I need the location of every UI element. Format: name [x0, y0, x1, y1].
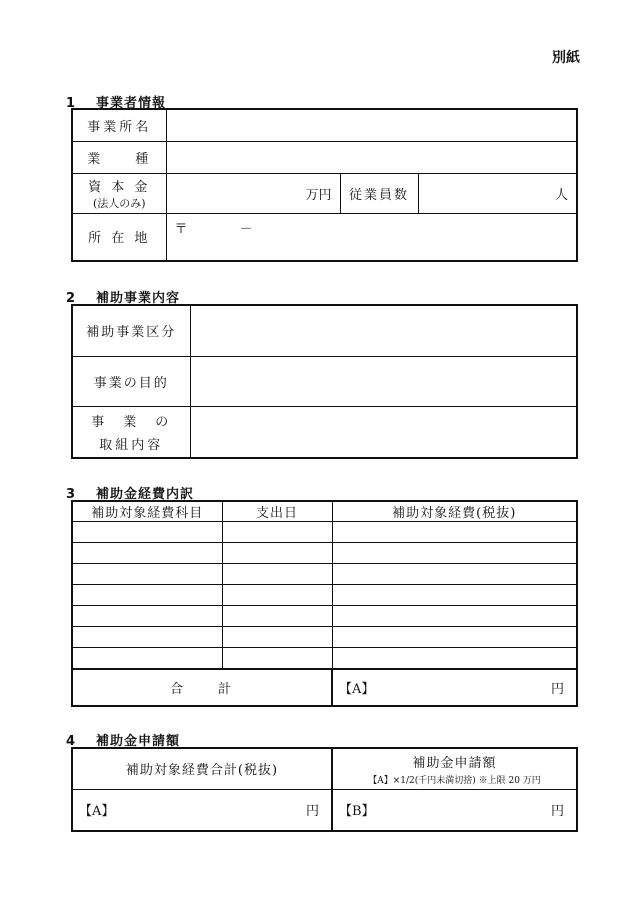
expense-item-cell[interactable] — [72, 585, 222, 606]
left-header: 補助対象経費合計(税抜) — [72, 748, 332, 789]
table-row — [72, 564, 577, 585]
total-amount-field[interactable] — [332, 669, 577, 706]
total-yen: 円 — [550, 681, 564, 697]
expense-date-cell[interactable] — [222, 606, 332, 627]
capital-unit: 万円 — [305, 187, 332, 203]
expense-item-cell[interactable] — [72, 564, 222, 585]
col-header-expense-amount: 補助対象経費(税抜) — [332, 501, 577, 522]
expense-amount-cell[interactable] — [332, 522, 577, 543]
industry-label: 業 種 — [72, 141, 166, 173]
expense-item-cell[interactable] — [72, 522, 222, 543]
section2-title: 補助事業内容 — [96, 291, 181, 306]
expense-amount-cell[interactable] — [332, 627, 577, 648]
right-marker-b: 【B】 — [339, 804, 375, 820]
right-yen: 円 — [550, 804, 564, 820]
section3-title: 補助金経費内訳 — [96, 487, 195, 502]
table-row — [72, 585, 577, 606]
subsidy-request-field[interactable] — [332, 789, 577, 831]
capital-label-cell — [72, 173, 166, 213]
expense-item-cell[interactable] — [72, 606, 222, 627]
employees-unit: 人 — [554, 187, 568, 203]
table-row — [72, 648, 577, 669]
total-marker-a: 【A】 — [339, 681, 375, 697]
col-header-expense-date: 支出日 — [222, 501, 332, 522]
section2-number: 2 — [66, 291, 77, 306]
content-label-line2: 取組内容 — [99, 437, 164, 453]
purpose-label: 事業の目的 — [72, 356, 190, 406]
col-header-expense-item: 補助対象経費科目 — [72, 501, 222, 522]
expense-breakdown-table — [71, 500, 578, 707]
section1-title: 事業者情報 — [96, 96, 167, 111]
attachment-label: 別紙 — [552, 50, 580, 66]
category-label: 補助事業区分 — [72, 305, 190, 356]
section4-title: 補助金申請額 — [96, 734, 181, 749]
right-header-cell — [332, 748, 577, 789]
application-amount-table — [71, 747, 578, 832]
expense-item-cell[interactable] — [72, 543, 222, 564]
expense-item-cell[interactable] — [72, 648, 222, 669]
expense-amount-cell[interactable] — [332, 564, 577, 585]
expense-amount-cell[interactable] — [332, 648, 577, 669]
table-row — [72, 522, 577, 543]
expense-date-cell[interactable] — [222, 543, 332, 564]
capital-sublabel: (法人のみ) — [92, 196, 146, 210]
section3-number: 3 — [66, 487, 77, 502]
category-field[interactable] — [190, 305, 577, 356]
employees-field[interactable] — [418, 173, 577, 213]
content-field[interactable] — [190, 406, 577, 458]
expense-item-cell[interactable] — [72, 627, 222, 648]
content-label-cell — [72, 406, 190, 458]
total-label: 合 計 — [72, 669, 332, 706]
expense-date-cell[interactable] — [222, 627, 332, 648]
business-info-table — [71, 108, 578, 262]
table-row — [72, 606, 577, 627]
right-header-note: 【A】×1/2(千円未満切捨) ※上限 20 万円 — [368, 775, 541, 786]
business-name-label: 事業所名 — [72, 109, 166, 141]
expense-date-cell[interactable] — [222, 585, 332, 606]
expense-date-cell[interactable] — [222, 564, 332, 585]
section1-number: 1 — [66, 96, 77, 111]
content-label-line1: 事 業 の — [91, 414, 172, 430]
left-yen: 円 — [305, 804, 319, 820]
right-header: 補助金申請額 — [412, 755, 497, 771]
industry-field[interactable] — [166, 141, 577, 173]
capital-field[interactable] — [166, 173, 340, 213]
left-marker-a: 【A】 — [79, 804, 115, 820]
postal-mark: 〒 — [174, 221, 188, 237]
subsidy-total-field[interactable] — [72, 789, 332, 831]
expense-date-cell[interactable] — [222, 648, 332, 669]
expense-amount-cell[interactable] — [332, 585, 577, 606]
table-row — [72, 543, 577, 564]
expense-amount-cell[interactable] — [332, 606, 577, 627]
project-content-table — [71, 304, 578, 459]
table-row — [72, 627, 577, 648]
expense-amount-cell[interactable] — [332, 543, 577, 564]
address-field[interactable] — [166, 213, 577, 261]
address-label: 所 在 地 — [72, 213, 166, 261]
business-name-field[interactable] — [166, 109, 577, 141]
postal-dash: － — [239, 221, 253, 237]
purpose-field[interactable] — [190, 356, 577, 406]
employees-label: 従業員数 — [340, 173, 418, 213]
capital-label: 資 本 金 — [88, 179, 151, 195]
expense-date-cell[interactable] — [222, 522, 332, 543]
section4-number: 4 — [66, 734, 77, 749]
